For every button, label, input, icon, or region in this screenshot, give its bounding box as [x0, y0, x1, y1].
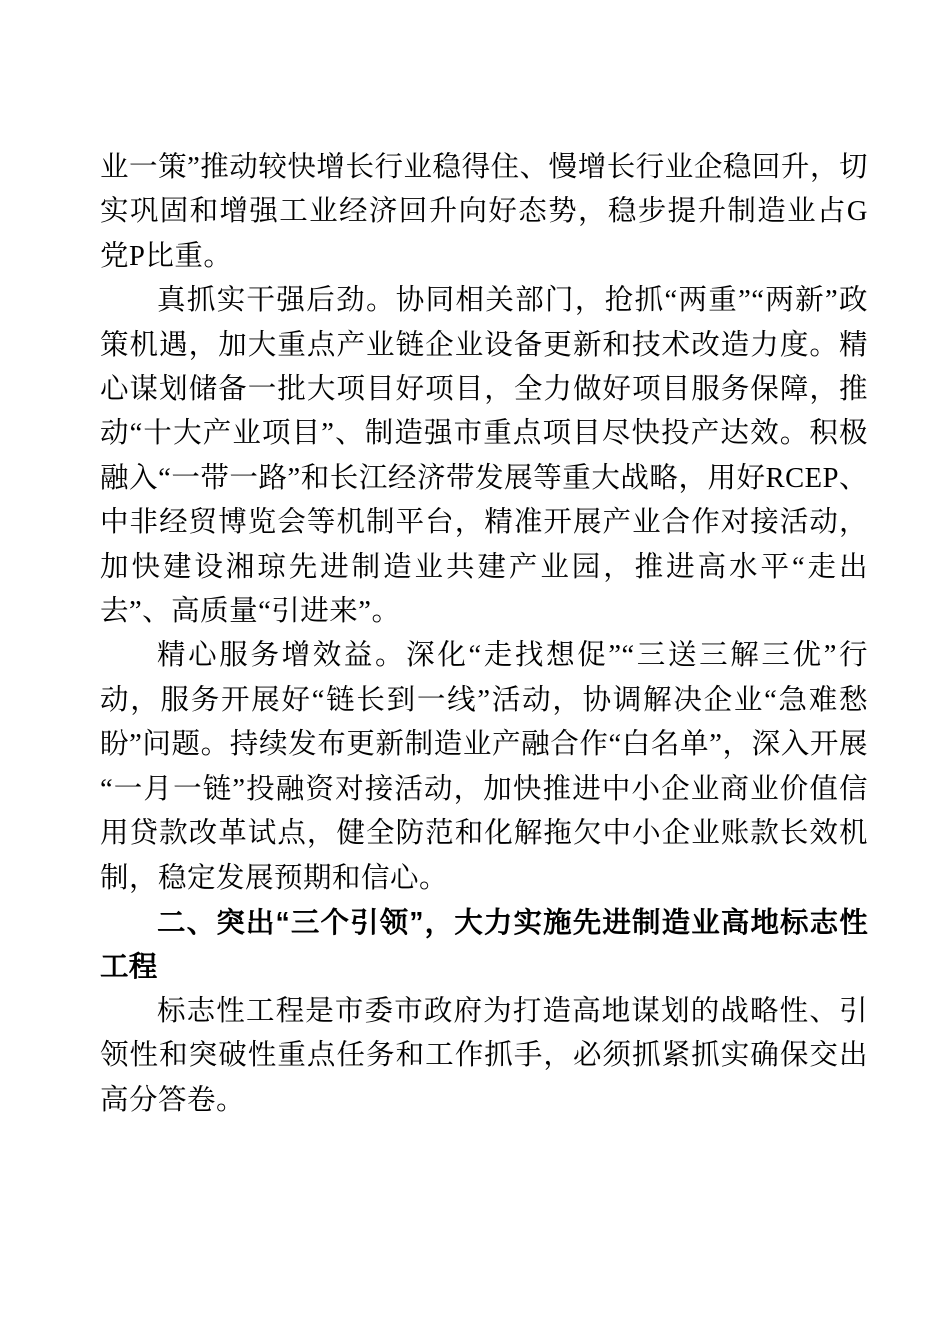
section-heading-two: 二、突出“三个引领”，大力实施先进制造业高地标志性工程 [100, 906, 868, 984]
paragraph-service-benefit: 精心服务增效益。深化“走找想促”“三送三解三优”行动，服务开展好“链长到一线”活动，协调解决企业“急难愁盼”问题。持续发布更新制造业产融合作“白名单”，深入开展“一月一链”投融资对接活动，加快推进中小企业商业价值信用贷款改革试点，健全防范和化解拖欠中小企业账款长效机制，稳定发展预期和信心。 [100, 640, 868, 894]
paragraph-landmark-projects: 标志性工程是市委市政府为打造高地谋划的战略性、引领性和突破性重点任务和工作抓手，必须抓紧抓实确保交出高分答卷。 [100, 995, 868, 1116]
paragraph-continuation: 业一策”推动较快增长行业稳得住、慢增长行业企稳回升，切实巩固和增强工业经济回升向好态势，稳步提升制造业占G党P比重。 [100, 152, 868, 272]
paragraph-strong-momentum: 真抓实干强后劲。协同相关部门，抢抓“两重”“两新”政策机遇，加大重点产业链企业设备更新和技术改造力度。精心谋划储备一批大项目好项目，全力做好项目服务保障，推动“十大产业项目”、制造强市重点项目尽快投产达效。积极融入“一带一路”和长江经济带发展等重大战略，用好RCEP、中非经贸博览会等机制平台，精准开展产业合作对接活动，加快建设湘琼先进制造业共建产业园，推进高水平“走出去”、高质量“引进来”。 [100, 285, 868, 628]
document-body [100, 146, 868, 1123]
